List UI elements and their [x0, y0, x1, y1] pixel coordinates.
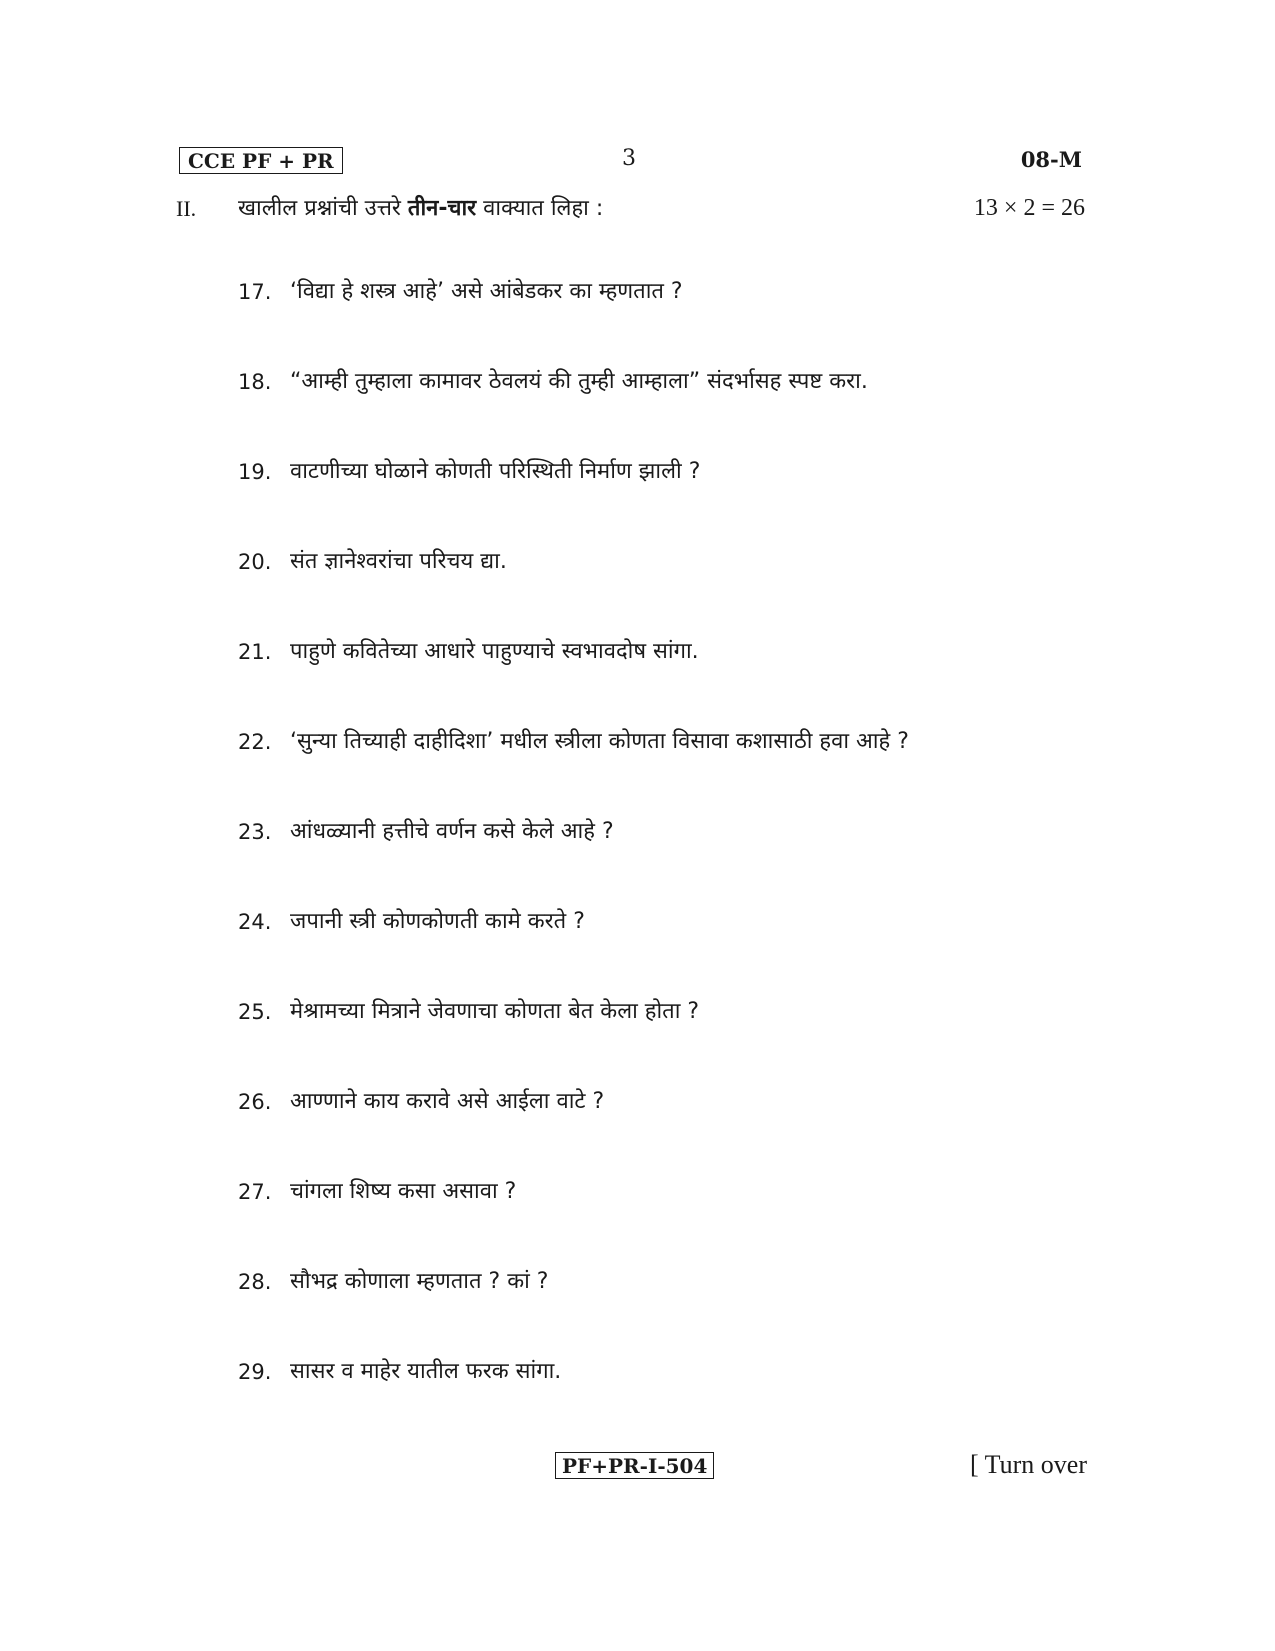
question-text: ‘सुन्या तिच्याही दाहीदिशा’ मधील स्त्रीला कोणता विसावा कशासाठी हवा आहे ? [290, 729, 909, 754]
section-instruction [238, 192, 603, 222]
page-number: 3 [622, 146, 636, 171]
question-number: 25. [238, 1000, 272, 1024]
question-item [238, 907, 909, 997]
question-item [238, 1267, 909, 1357]
instruction-part-2: वाक्यात लिहा : [476, 196, 604, 221]
question-item [238, 727, 909, 817]
question-item [238, 1087, 909, 1177]
question-list [238, 277, 909, 1447]
question-item [238, 1357, 909, 1447]
question-item [238, 277, 909, 367]
section-heading [0, 190, 1275, 230]
question-item [238, 637, 909, 727]
question-text: ‘विद्या हे शस्त्र आहे’ असे आंबेडकर का म्हणतात ? [290, 279, 683, 304]
question-text: वाटणीच्या घोळाने कोणती परिस्थिती निर्माण झाली ? [290, 459, 701, 484]
question-text: सौभद्र कोणाला म्हणतात ? कां ? [290, 1269, 549, 1294]
instruction-part-1: खालील प्रश्नांची उत्तरे [238, 196, 408, 221]
question-number: 26. [238, 1090, 272, 1114]
question-item [238, 547, 909, 637]
header-paper-code: CCE PF + PR [179, 147, 343, 174]
question-number: 17. [238, 280, 272, 304]
question-text: सासर व माहेर यातील फरक सांगा. [290, 1359, 562, 1384]
instruction-bold: तीन-चार [407, 196, 477, 221]
question-number: 19. [238, 460, 272, 484]
question-text: चांगला शिष्य कसा असावा ? [290, 1179, 517, 1204]
question-item [238, 457, 909, 547]
question-number: 23. [238, 820, 272, 844]
question-text: आण्णाने काय करावे असे आईला वाटे ? [290, 1089, 605, 1114]
question-number: 24. [238, 910, 272, 934]
question-text: जपानी स्त्री कोणकोणती कामे करते ? [290, 909, 585, 934]
section-marks: 13 × 2 = 26 [973, 195, 1085, 221]
question-item [238, 997, 909, 1087]
footer-paper-code: PF+PR-I-504 [555, 1452, 714, 1479]
question-number: 29. [238, 1360, 272, 1384]
question-number: 22. [238, 730, 272, 754]
question-text: मेश्रामच्या मित्राने जेवणाचा कोणता बेत केला होता ? [290, 999, 700, 1024]
question-number: 27. [238, 1180, 272, 1204]
question-text: पाहुणे कवितेच्या आधारे पाहुण्याचे स्वभावदोष सांगा. [290, 639, 699, 664]
question-item [238, 817, 909, 907]
header-language-code: 08-M [1020, 147, 1082, 172]
question-item [238, 367, 909, 457]
question-number: 28. [238, 1270, 272, 1294]
question-text: आंधळ्यानी हत्तीचे वर्णन कसे केले आहे ? [290, 819, 614, 844]
question-text: “आम्ही तुम्हाला कामावर ठेवलयं की तुम्ही आम्हाला” संदर्भासह स्पष्ट करा. [290, 369, 868, 394]
question-number: 21. [238, 640, 272, 664]
section-number: II. [176, 196, 197, 221]
question-number: 20. [238, 550, 272, 574]
question-text: संत ज्ञानेश्वरांचा परिचय द्या. [290, 549, 507, 574]
question-item [238, 1177, 909, 1267]
turn-over-note: [ Turn over [969, 1450, 1087, 1479]
question-number: 18. [238, 370, 272, 394]
